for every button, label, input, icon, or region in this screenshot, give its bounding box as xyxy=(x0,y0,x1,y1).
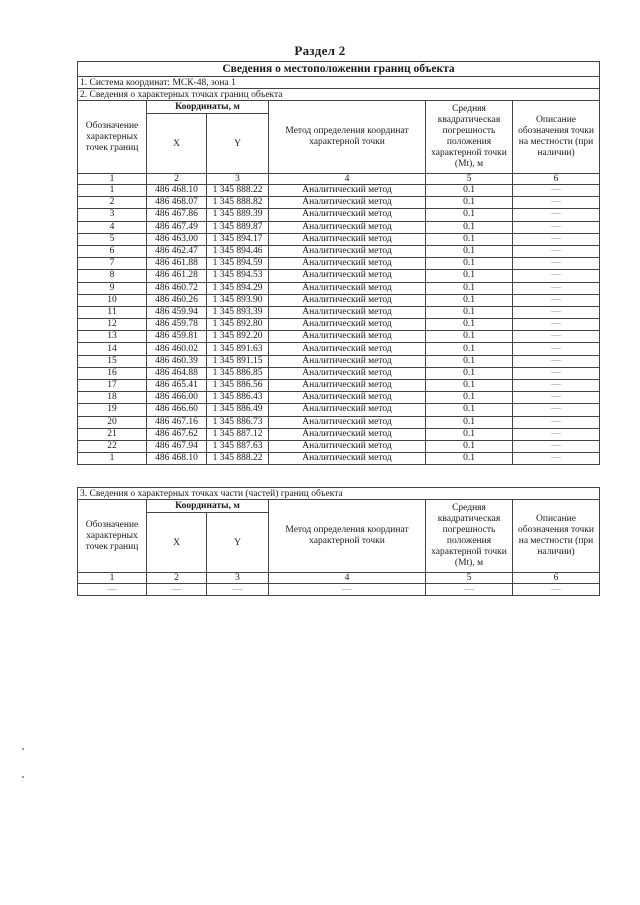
header-x: X xyxy=(147,114,207,174)
point-accuracy: 0.1 xyxy=(426,319,513,331)
point-y: 1 345 894.29 xyxy=(207,282,269,294)
table-row xyxy=(78,294,600,306)
header-designation: Обозначение характерных точек границ xyxy=(78,500,147,573)
points-heading: 2. Сведения о характерных точках границ объекта xyxy=(78,89,600,101)
point-method: Аналитический метод xyxy=(269,428,426,440)
point-accuracy: 0.1 xyxy=(426,355,513,367)
point-method: Аналитический метод xyxy=(269,185,426,197)
point-y: 1 345 888.82 xyxy=(207,197,269,209)
point-accuracy: 0.1 xyxy=(426,428,513,440)
point-y: 1 345 887.12 xyxy=(207,428,269,440)
point-description: — xyxy=(513,453,600,465)
point-accuracy: 0.1 xyxy=(426,197,513,209)
table-row xyxy=(78,282,600,294)
point-y: 1 345 893.39 xyxy=(207,306,269,318)
point-y: 1 345 892.20 xyxy=(207,331,269,343)
col-number: 3 xyxy=(207,573,269,584)
cell-empty: — xyxy=(426,584,513,596)
point-y: 1 345 891.63 xyxy=(207,343,269,355)
point-number: 8 xyxy=(78,270,147,282)
point-method: Аналитический метод xyxy=(269,343,426,355)
point-method: Аналитический метод xyxy=(269,306,426,318)
header-method: Метод определения координат характерной точки xyxy=(269,101,426,174)
point-number: 10 xyxy=(78,294,147,306)
point-accuracy: 0.1 xyxy=(426,331,513,343)
table-row xyxy=(78,306,600,318)
point-number: 18 xyxy=(78,392,147,404)
point-method: Аналитический метод xyxy=(269,416,426,428)
point-number: 12 xyxy=(78,319,147,331)
point-number: 4 xyxy=(78,221,147,233)
point-number: 1 xyxy=(78,185,147,197)
point-number: 15 xyxy=(78,355,147,367)
point-description: — xyxy=(513,343,600,355)
point-accuracy: 0.1 xyxy=(426,453,513,465)
col-number: 4 xyxy=(269,573,426,584)
point-number: 6 xyxy=(78,245,147,257)
point-method: Аналитический метод xyxy=(269,404,426,416)
table-row xyxy=(78,197,600,209)
point-x: 486 466.00 xyxy=(147,392,207,404)
section-label: Раздел 2 xyxy=(294,43,346,58)
col-number: 4 xyxy=(269,174,426,185)
point-description: — xyxy=(513,331,600,343)
point-description: — xyxy=(513,440,600,452)
point-method: Аналитический метод xyxy=(269,319,426,331)
point-number: 3 xyxy=(78,209,147,221)
point-description: — xyxy=(513,355,600,367)
point-method: Аналитический метод xyxy=(269,209,426,221)
cell-empty: — xyxy=(513,584,600,596)
point-method: Аналитический метод xyxy=(269,367,426,379)
point-number: 19 xyxy=(78,404,147,416)
point-number: 2 xyxy=(78,197,147,209)
cell-empty: — xyxy=(207,584,269,596)
point-accuracy: 0.1 xyxy=(426,245,513,257)
point-number: 16 xyxy=(78,367,147,379)
point-accuracy: 0.1 xyxy=(426,258,513,270)
point-accuracy: 0.1 xyxy=(426,380,513,392)
point-accuracy: 0.1 xyxy=(426,367,513,379)
coord-system: 1. Система координат: МСК-48, зона 1 xyxy=(78,77,600,89)
boundary-points-table xyxy=(77,61,600,465)
point-method: Аналитический метод xyxy=(269,453,426,465)
table-row xyxy=(78,209,600,221)
point-description: — xyxy=(513,404,600,416)
point-method: Аналитический метод xyxy=(269,270,426,282)
point-x: 486 468.07 xyxy=(147,197,207,209)
point-number: 11 xyxy=(78,306,147,318)
point-y: 1 345 894.59 xyxy=(207,258,269,270)
point-x: 486 459.94 xyxy=(147,306,207,318)
point-y: 1 345 893.90 xyxy=(207,294,269,306)
point-x: 486 468.10 xyxy=(147,185,207,197)
point-description: — xyxy=(513,197,600,209)
point-method: Аналитический метод xyxy=(269,258,426,270)
col-number: 1 xyxy=(78,174,147,185)
point-y: 1 345 886.73 xyxy=(207,416,269,428)
point-method: Аналитический метод xyxy=(269,245,426,257)
point-description: — xyxy=(513,367,600,379)
table-row xyxy=(78,380,600,392)
point-method: Аналитический метод xyxy=(269,294,426,306)
cell-empty: — xyxy=(78,584,147,596)
parts-heading: 3. Сведения о характерных точках части (частей) границ объекта xyxy=(78,488,600,500)
point-number: 22 xyxy=(78,440,147,452)
header-designation: Обозначение характерных точек границ xyxy=(78,101,147,174)
header-method: Метод определения координат характерной точки xyxy=(269,500,426,573)
point-accuracy: 0.1 xyxy=(426,270,513,282)
scan-dot xyxy=(22,748,24,750)
point-description: — xyxy=(513,221,600,233)
point-x: 486 459.81 xyxy=(147,331,207,343)
point-number: 7 xyxy=(78,258,147,270)
point-accuracy: 0.1 xyxy=(426,209,513,221)
point-description: — xyxy=(513,209,600,221)
point-y: 1 345 886.43 xyxy=(207,392,269,404)
header-x: X xyxy=(147,513,207,573)
point-x: 486 461.88 xyxy=(147,258,207,270)
point-description: — xyxy=(513,428,600,440)
point-description: — xyxy=(513,392,600,404)
point-x: 486 467.62 xyxy=(147,428,207,440)
table-row xyxy=(78,270,600,282)
table-row xyxy=(78,584,600,596)
point-accuracy: 0.1 xyxy=(426,233,513,245)
point-y: 1 345 886.85 xyxy=(207,367,269,379)
point-x: 486 460.26 xyxy=(147,294,207,306)
point-y: 1 345 886.49 xyxy=(207,404,269,416)
point-x: 486 465.41 xyxy=(147,380,207,392)
point-y: 1 345 891.15 xyxy=(207,355,269,367)
point-description: — xyxy=(513,282,600,294)
point-description: — xyxy=(513,306,600,318)
table-row xyxy=(78,416,600,428)
point-accuracy: 0.1 xyxy=(426,282,513,294)
point-accuracy: 0.1 xyxy=(426,294,513,306)
point-method: Аналитический метод xyxy=(269,282,426,294)
point-description: — xyxy=(513,294,600,306)
point-y: 1 345 892.80 xyxy=(207,319,269,331)
col-number: 1 xyxy=(78,573,147,584)
point-x: 486 464.88 xyxy=(147,367,207,379)
header-description: Описание обозначения точки на местности (при наличии) xyxy=(513,101,600,174)
point-number: 17 xyxy=(78,380,147,392)
point-description: — xyxy=(513,416,600,428)
point-accuracy: 0.1 xyxy=(426,306,513,318)
header-accuracy: Средняя квадратическая погрешность положения характерной точки (Mt), м xyxy=(426,500,513,573)
table-row xyxy=(78,367,600,379)
point-number: 1 xyxy=(78,453,147,465)
point-description: — xyxy=(513,258,600,270)
point-method: Аналитический метод xyxy=(269,440,426,452)
point-method: Аналитический метод xyxy=(269,197,426,209)
point-description: — xyxy=(513,380,600,392)
point-y: 1 345 889.87 xyxy=(207,221,269,233)
point-x: 486 467.94 xyxy=(147,440,207,452)
header-y: Y xyxy=(207,114,269,174)
table-row xyxy=(78,440,600,452)
point-y: 1 345 887.63 xyxy=(207,440,269,452)
point-accuracy: 0.1 xyxy=(426,440,513,452)
header-description: Описание обозначения точки на местности (при наличии) xyxy=(513,500,600,573)
col-number: 6 xyxy=(513,174,600,185)
point-accuracy: 0.1 xyxy=(426,416,513,428)
point-x: 486 461.28 xyxy=(147,270,207,282)
point-x: 486 467.49 xyxy=(147,221,207,233)
cell-empty: — xyxy=(147,584,207,596)
point-y: 1 345 889.39 xyxy=(207,209,269,221)
table-row xyxy=(78,404,600,416)
col-number: 6 xyxy=(513,573,600,584)
header-coordinates: Координаты, м xyxy=(147,101,269,114)
point-y: 1 345 894.46 xyxy=(207,245,269,257)
point-x: 486 460.39 xyxy=(147,355,207,367)
point-description: — xyxy=(513,185,600,197)
col-number: 5 xyxy=(426,573,513,584)
point-method: Аналитический метод xyxy=(269,331,426,343)
point-x: 486 466.60 xyxy=(147,404,207,416)
part-points-table xyxy=(77,487,600,596)
cell-empty: — xyxy=(269,584,426,596)
point-description: — xyxy=(513,270,600,282)
table-row xyxy=(78,245,600,257)
point-x: 486 467.16 xyxy=(147,416,207,428)
point-x: 486 459.78 xyxy=(147,319,207,331)
header-accuracy: Средняя квадратическая погрешность положения характерной точки (Mt), м xyxy=(426,101,513,174)
point-y: 1 345 888.22 xyxy=(207,453,269,465)
point-number: 21 xyxy=(78,428,147,440)
main-title: Сведения о местоположении границ объекта xyxy=(78,62,600,77)
point-accuracy: 0.1 xyxy=(426,404,513,416)
point-number: 9 xyxy=(78,282,147,294)
col-number: 2 xyxy=(147,573,207,584)
point-number: 5 xyxy=(78,233,147,245)
table-row xyxy=(78,331,600,343)
table-row xyxy=(78,233,600,245)
point-accuracy: 0.1 xyxy=(426,343,513,355)
point-y: 1 345 888.22 xyxy=(207,185,269,197)
scan-dot xyxy=(22,776,24,778)
point-y: 1 345 894.17 xyxy=(207,233,269,245)
point-description: — xyxy=(513,245,600,257)
col-number: 5 xyxy=(426,174,513,185)
table-row xyxy=(78,258,600,270)
point-x: 486 468.10 xyxy=(147,453,207,465)
point-x: 486 462.47 xyxy=(147,245,207,257)
point-method: Аналитический метод xyxy=(269,380,426,392)
col-number: 3 xyxy=(207,174,269,185)
point-x: 486 460.72 xyxy=(147,282,207,294)
table-row xyxy=(78,428,600,440)
table-row xyxy=(78,392,600,404)
col-number: 2 xyxy=(147,174,207,185)
point-accuracy: 0.1 xyxy=(426,221,513,233)
point-method: Аналитический метод xyxy=(269,233,426,245)
point-x: 486 467.86 xyxy=(147,209,207,221)
table-row xyxy=(78,453,600,465)
point-method: Аналитический метод xyxy=(269,355,426,367)
point-y: 1 345 894.53 xyxy=(207,270,269,282)
header-coordinates: Координаты, м xyxy=(147,500,269,513)
point-number: 20 xyxy=(78,416,147,428)
point-accuracy: 0.1 xyxy=(426,185,513,197)
point-x: 486 460.02 xyxy=(147,343,207,355)
table-row xyxy=(78,355,600,367)
table-row xyxy=(78,221,600,233)
table-row xyxy=(78,319,600,331)
header-y: Y xyxy=(207,513,269,573)
table-row xyxy=(78,185,600,197)
point-accuracy: 0.1 xyxy=(426,392,513,404)
point-number: 13 xyxy=(78,331,147,343)
point-method: Аналитический метод xyxy=(269,392,426,404)
point-method: Аналитический метод xyxy=(269,221,426,233)
point-x: 486 463.00 xyxy=(147,233,207,245)
point-y: 1 345 886.56 xyxy=(207,380,269,392)
table-row xyxy=(78,343,600,355)
point-number: 14 xyxy=(78,343,147,355)
point-description: — xyxy=(513,319,600,331)
point-description: — xyxy=(513,233,600,245)
